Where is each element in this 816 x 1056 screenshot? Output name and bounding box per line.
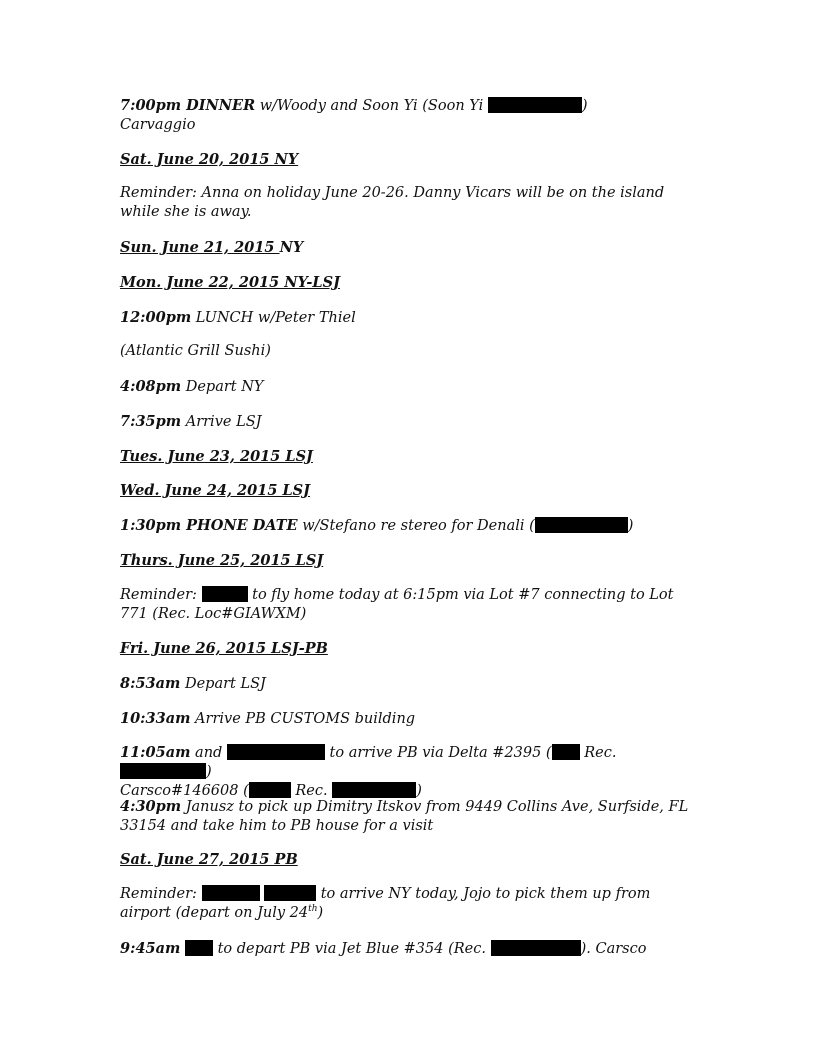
date-heading: Thurs. June 25, 2015 LSJ xyxy=(120,552,324,569)
entry-text: Janusz to pick up Dimitry Itskov from 9449 Collins Ave, Surfside, FL 33154 and take him to PB house for a visit xyxy=(120,799,689,834)
entry-text: w/Stefano re stereo for Denali ( xyxy=(297,518,535,534)
lunch-entry xyxy=(120,308,700,328)
redaction-box xyxy=(185,940,213,956)
superscript: th xyxy=(308,904,318,915)
entry-text: ) xyxy=(581,98,588,114)
entry-time: 12:00pm xyxy=(120,309,192,326)
entry-time: 9:45am xyxy=(120,940,181,957)
redaction-box xyxy=(535,517,628,533)
entry-text: to arrive NY today, Jojo to pick them up from airport (depart on July 24 xyxy=(120,886,651,921)
entry-time: 1:30pm PHONE DATE xyxy=(120,517,298,534)
entry-time: 4:30pm xyxy=(120,798,182,815)
entry-time: 4:08pm xyxy=(120,378,182,395)
redaction-box xyxy=(285,744,325,760)
redaction-box xyxy=(227,744,285,760)
date-heading: Tues. June 23, 2015 LSJ xyxy=(120,448,313,465)
entry-time: 8:53am xyxy=(120,675,181,692)
entry-text: Rec. xyxy=(290,783,333,799)
entry-text: (Atlantic Grill Sushi) xyxy=(120,343,271,359)
entry-text: Carsco#146608 ( xyxy=(120,783,249,799)
entry-text: Reminder: xyxy=(120,587,202,603)
redaction-box xyxy=(249,782,291,798)
date-heading-text: NY xyxy=(279,239,304,256)
redaction-box xyxy=(332,782,416,798)
customs-entry xyxy=(120,709,700,729)
entry-time: 11:05am xyxy=(120,744,191,761)
date-heading: Sat. June 20, 2015 NY xyxy=(120,151,299,168)
entry-text: Depart LSJ xyxy=(180,676,266,692)
date-heading: Mon. June 22, 2015 NY-LSJ xyxy=(120,274,340,291)
entry-text: Arrive PB CUSTOMS building xyxy=(190,711,416,727)
redaction-box xyxy=(552,744,580,760)
dinner-entry xyxy=(120,96,700,135)
redaction-box xyxy=(491,940,581,956)
entry-text: to arrive PB via Delta #2395 ( xyxy=(324,745,552,761)
entry-text: and xyxy=(190,745,227,761)
entry-text: to fly home today at 6:15pm via Lot #7 connecting to Lot 771 (Rec. Loc#GIAWXM) xyxy=(120,587,674,622)
depart-lsj-entry xyxy=(120,674,700,694)
redaction-box xyxy=(488,97,582,113)
entry-text: Reminder: xyxy=(120,886,202,902)
entry-text: Depart NY xyxy=(181,379,264,395)
entry-time: 7:35pm xyxy=(120,413,182,430)
reminder: Reminder: Anna on holiday June 20-26. Danny Vicars will be on the island while she is away. xyxy=(120,185,665,220)
redaction-box xyxy=(202,586,248,602)
redaction-box xyxy=(120,763,206,779)
arrive-lsj-entry xyxy=(120,412,700,432)
janusz-entry xyxy=(120,797,700,836)
redaction-box xyxy=(202,885,260,901)
entry-text: ) xyxy=(627,518,634,534)
phone-entry xyxy=(120,516,700,536)
reminder xyxy=(120,586,700,624)
entry-text: w/Woody and Soon Yi (Soon Yi xyxy=(255,98,488,114)
entry-text: LUNCH w/Peter Thiel xyxy=(191,310,356,326)
date-heading-text: Sun. June 21, 2015 xyxy=(120,239,280,256)
entry-text: Carvaggio xyxy=(120,117,196,133)
depart-ny-entry xyxy=(120,377,700,397)
entry-text: to depart PB via Jet Blue #354 (Rec. xyxy=(212,941,491,957)
entry-text: ) xyxy=(317,905,324,921)
delta-entry xyxy=(120,743,700,801)
entry-text: Arrive LSJ xyxy=(181,414,262,430)
entry-text: ) xyxy=(416,783,422,799)
entry-time: 7:00pm DINNER xyxy=(120,97,256,114)
date-heading: Fri. June 26, 2015 LSJ-PB xyxy=(120,640,328,657)
jetblue-entry xyxy=(120,939,700,959)
entry-text: ). Carsco xyxy=(580,941,647,957)
date-heading: Sat. June 27, 2015 PB xyxy=(120,851,298,868)
entry-time: 10:33am xyxy=(120,710,191,727)
reminder xyxy=(120,885,700,923)
entry-text: Rec. xyxy=(579,745,617,761)
entry-text: ) xyxy=(206,764,212,780)
redaction-box xyxy=(264,885,316,901)
date-heading: Wed. June 24, 2015 LSJ xyxy=(120,482,310,499)
date-heading xyxy=(120,238,700,257)
